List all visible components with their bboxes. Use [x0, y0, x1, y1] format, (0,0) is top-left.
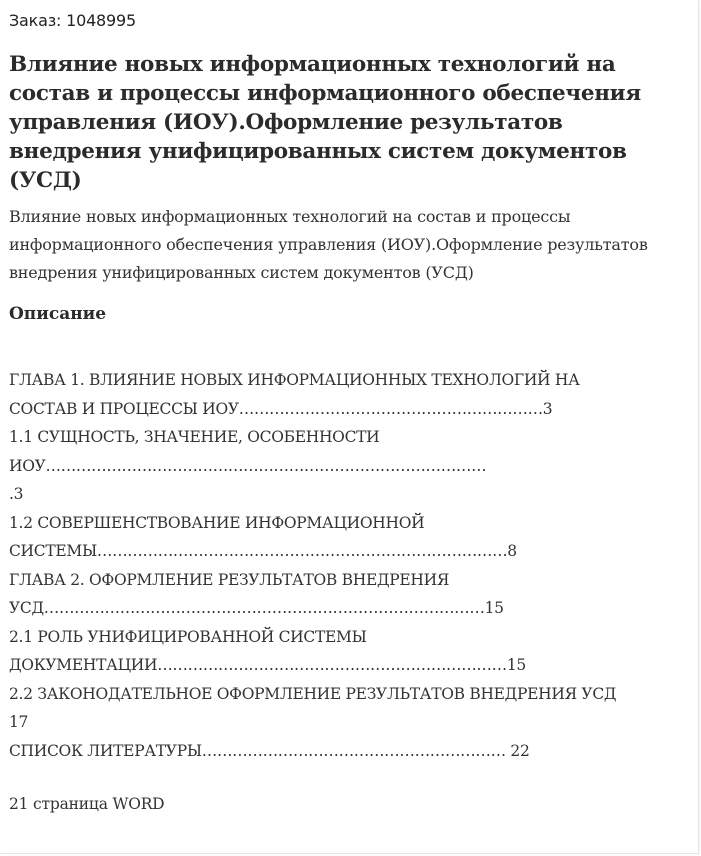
- toc-line: ГЛАВА 1. ВЛИЯНИЕ НОВЫХ ИНФОРМАЦИОННЫХ ТЕХНОЛОГИЙ НА: [9, 371, 580, 389]
- toc-line: ДОКУМЕНТАЦИИ……………………………………………………………15: [9, 656, 526, 674]
- page-count-note: 21 страница WORD: [9, 795, 165, 813]
- toc-line: 1.2 СОВЕРШЕНСТВОВАНИЕ ИНФОРМАЦИОННОЙ: [9, 513, 425, 532]
- toc-line: .3: [9, 485, 24, 503]
- toc-line: 2.1 РОЛЬ УНИФИЦИРОВАННОЙ СИСТЕМЫ: [9, 627, 367, 646]
- toc-line: ГЛАВА 2. ОФОРМЛЕНИЕ РЕЗУЛЬТАТОВ ВНЕДРЕНИЯ: [9, 570, 450, 589]
- toc-line: 17: [9, 713, 29, 731]
- table-of-contents: [9, 366, 699, 765]
- toc-line: ИОУ……………………………………………………………………………: [9, 456, 487, 475]
- toc-line: СИСТЕМЫ………………………………………………………………………8: [9, 542, 517, 560]
- description-heading: Описание: [9, 304, 107, 324]
- toc-line: УСД……………………………………………………………………………15: [9, 599, 504, 617]
- order-number: Заказ: 1048995: [9, 11, 136, 30]
- toc-line: 2.2 ЗАКОНОДАТЕЛЬНОЕ ОФОРМЛЕНИЕ РЕЗУЛЬТАТОВ ВНЕДРЕНИЯ УСД: [9, 684, 617, 703]
- page-title: Влияние новых информационных технологий на состав и процессы информационного обеспечения управления (ИОУ).Оформление результатов внедрения унифицированных систем документов (УСД): [9, 52, 641, 193]
- toc-line: 1.1 СУЩНОСТЬ, ЗНАЧЕНИЕ, ОСОБЕННОСТИ: [9, 428, 380, 446]
- page-subtitle: Влияние новых информационных технологий на состав и процессы информационного обеспечения управления (ИОУ).Оформление результатов внедрения унифицированных систем документов (УСД): [9, 207, 648, 282]
- toc-line: СПИСОК ЛИТЕРАТУРЫ…………………………………………………… 22: [9, 741, 530, 760]
- toc-line: СОСТАВ И ПРОЦЕССЫ ИОУ……………………………………………………3: [9, 399, 553, 418]
